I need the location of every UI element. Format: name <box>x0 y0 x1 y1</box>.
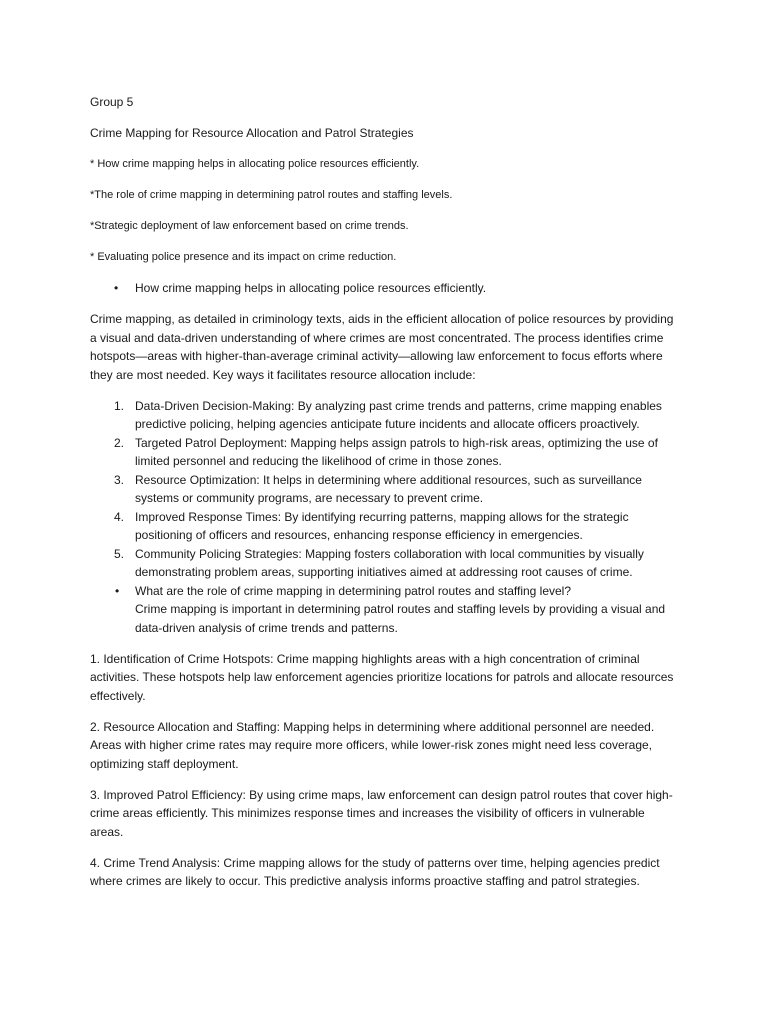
document-page <box>90 93 680 903</box>
topic-line: * Evaluating police presence and its impact on crime reduction. <box>90 251 397 263</box>
point-paragraph: 1. Identification of Crime Hotspots: Crime mapping highlights areas with a high concentration of criminal activities. These hotspots help law enforcement agencies prioritize locations for patrols and allocate resources effectively. <box>90 651 674 703</box>
topic-line: *Strategic deployment of law enforcement based on crime trends. <box>90 220 409 232</box>
numbered-list <box>90 397 680 638</box>
topic-line: * How crime mapping helps in allocating police resources efficiently. <box>90 158 420 170</box>
list-item-text: Improved Response Times: By identifying recurring patterns, mapping allows for the strategic positioning of officers and resources, enhancing response efficiency in emergencies. <box>135 509 629 542</box>
list-item-number: 5. <box>114 546 125 561</box>
section1-heading-text: How crime mapping helps in allocating police resources efficiently. <box>135 281 487 295</box>
list-item <box>90 397 680 434</box>
point-paragraph: 2. Resource Allocation and Staffing: Mapping helps in determining where additional personnel are needed. Areas with higher crime rates may require more officers, while lower-risk zones might need less coverage, optimizing staff deployment. <box>90 719 655 771</box>
bullet-icon: • <box>115 583 120 598</box>
bullet-icon: • <box>114 281 119 295</box>
list-item-number: 2. <box>114 435 125 450</box>
list-item-text: Targeted Patrol Deployment: Mapping helps assign patrols to high-risk areas, optimizing the use of limited personnel and reducing the likelihood of crime in those zones. <box>135 435 658 468</box>
list-item <box>90 545 680 582</box>
list-item-number: 1. <box>114 398 125 413</box>
section2-intro: Crime mapping is important in determining patrol routes and staffing levels by providing a visual and data-driven analysis of crime trends and patterns. <box>135 602 666 635</box>
list-item-text: Community Policing Strategies: Mapping fosters collaboration with local communities by visually demonstrating problem areas, supporting initiatives aimed at addressing root causes of crime. <box>135 546 644 579</box>
list-item-text: Resource Optimization: It helps in determining where additional resources, such as surveillance systems or community programs, are necessary to prevent crime. <box>135 472 642 505</box>
topic-line: *The role of crime mapping in determining patrol routes and staffing levels. <box>90 189 453 201</box>
intro-paragraph: Crime mapping, as detailed in criminology texts, aids in the efficient allocation of police resources by providing a visual and data-driven understanding of where crimes are most concentrated. The process identifies crime hotspots—areas with higher-than-average criminal activity—allowing law enforcement to focus efforts where they are most needed. Key ways it facilitates resource allocation include: <box>90 312 674 382</box>
section1-heading <box>90 279 680 298</box>
document-title: Crime Mapping for Resource Allocation and Patrol Strategies <box>90 126 414 140</box>
point-paragraph: 3. Improved Patrol Efficiency: By using crime maps, law enforcement can design patrol routes that cover high-crime areas efficiently. This minimizes response times and increases the visibility of officers in vulnerable areas. <box>90 787 673 839</box>
group-label: Group 5 <box>90 95 134 109</box>
list-item-number: 4. <box>114 509 125 524</box>
list-item <box>90 471 680 508</box>
section2-heading <box>90 582 680 638</box>
list-item <box>90 508 680 545</box>
list-item-number: 3. <box>114 472 125 487</box>
list-item-text: Data-Driven Decision-Making: By analyzing past crime trends and patterns, crime mapping enables predictive policing, helping agencies anticipate future incidents and allocate officers proactively. <box>135 398 662 431</box>
point-paragraph: 4. Crime Trend Analysis: Crime mapping allows for the study of patterns over time, helping agencies predict where crimes are likely to occur. This predictive analysis informs proactive staffing and patrol strategies. <box>90 855 660 888</box>
section2-heading-text: What are the role of crime mapping in determining patrol routes and staffing level? <box>135 583 572 598</box>
list-item <box>90 434 680 471</box>
